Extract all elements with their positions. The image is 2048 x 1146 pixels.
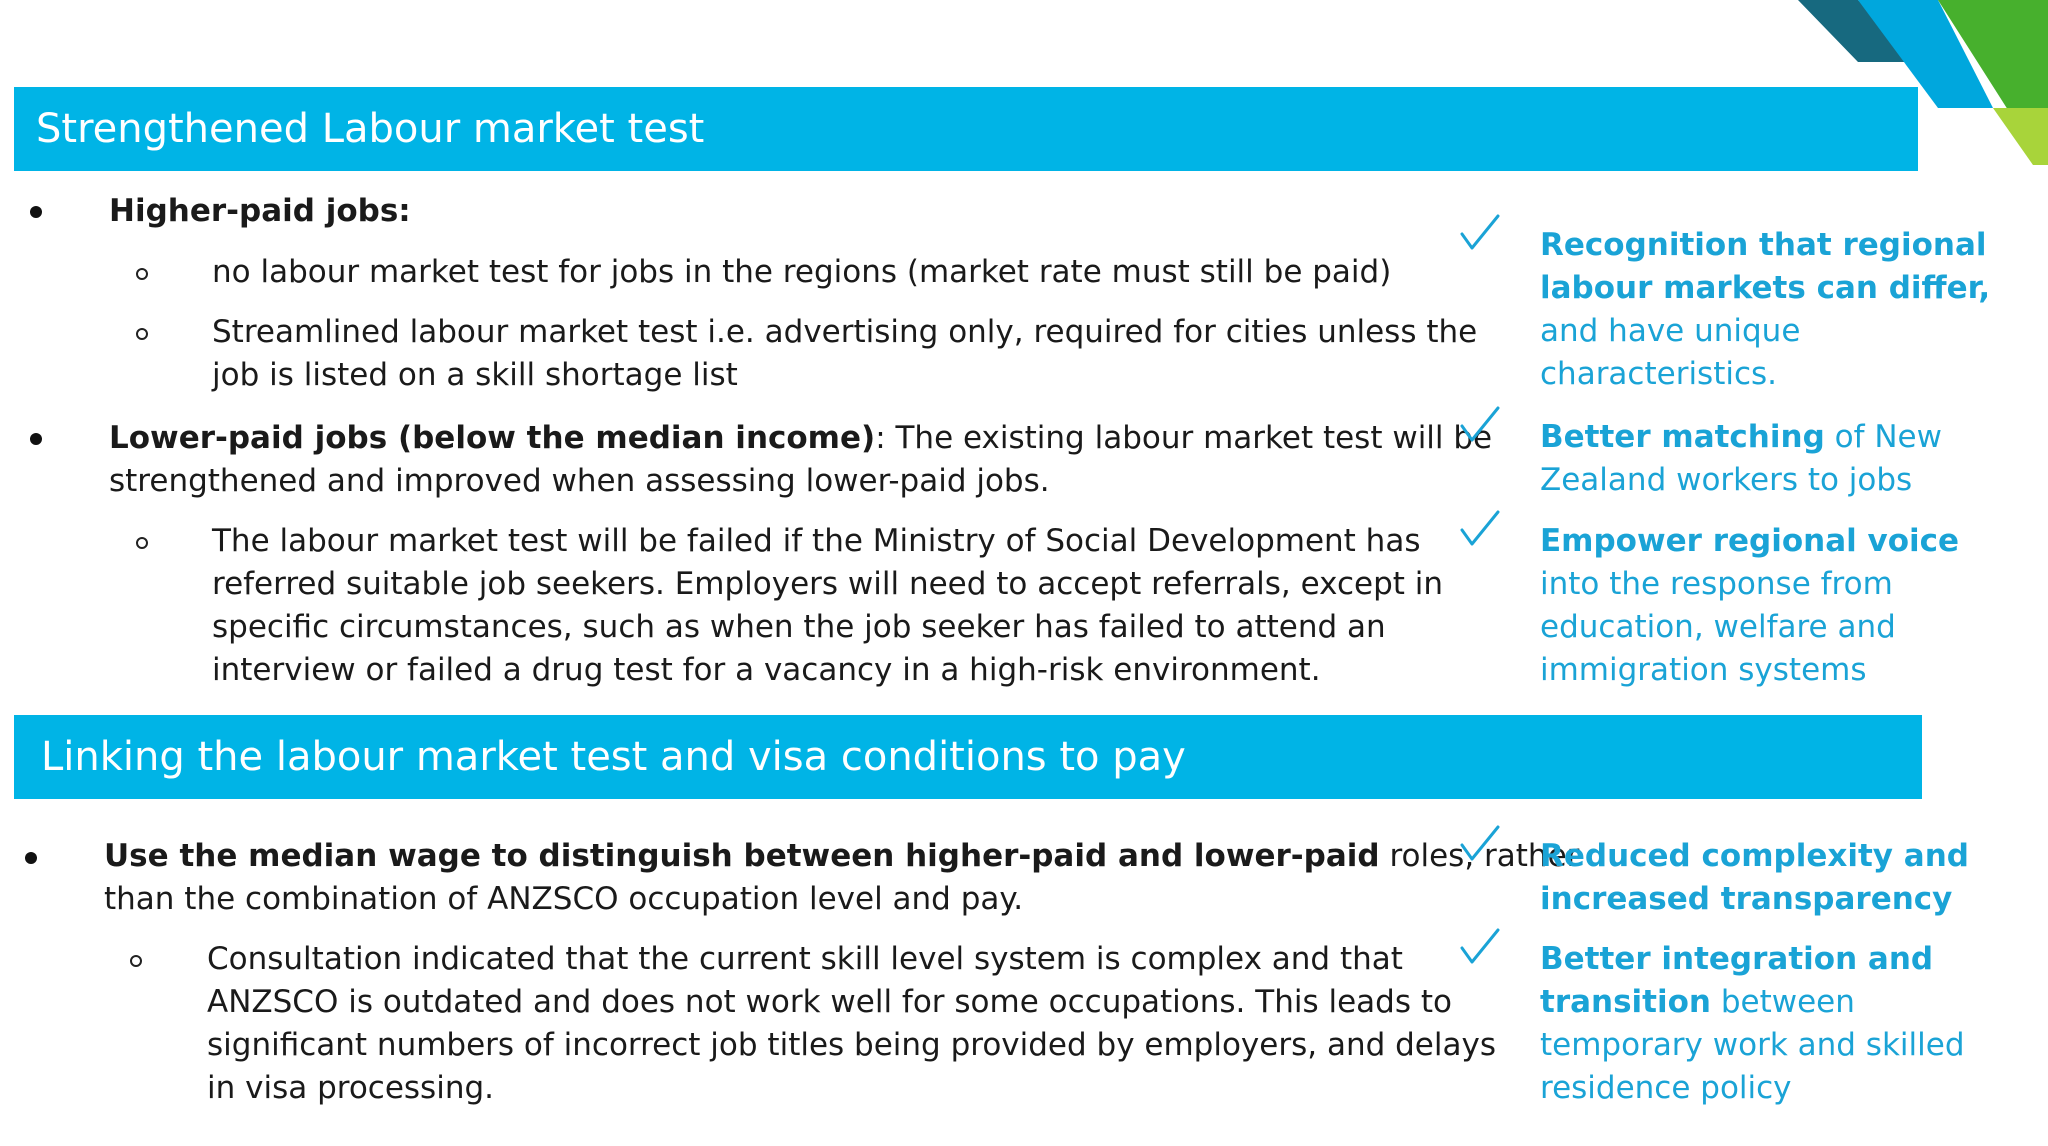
check-icon <box>1458 926 1502 970</box>
benefit3-line2: into the response from <box>1540 566 1893 602</box>
median-wage-heading: Use the median wage to distinguish between higher-paid and lower-paid <box>104 838 1380 874</box>
consultation-line1: Consultation indicated that the current skill level system is complex and that <box>207 941 1403 977</box>
benefit1-line2: labour markets can differ, <box>1540 270 1991 306</box>
benefit3-line3: education, welfare and <box>1540 609 1896 645</box>
benefit2-line1: Better matching of New <box>1540 419 1942 455</box>
higher-paid-sub2-line1: Streamlined labour market test i.e. advertising only, required for cities unless the <box>212 314 1478 350</box>
check-icon <box>1458 404 1502 448</box>
lower-paid-sub-line4: interview or failed a drug test for a vacancy in a high-risk environment. <box>212 652 1321 688</box>
median-wage-line1: Use the median wage to distinguish between higher-paid and lower-paid roles, rather <box>104 838 1580 874</box>
lower-paid-sub-line2: referred suitable job seekers. Employers will need to accept referrals, except in <box>212 566 1444 602</box>
lower-paid-heading: Lower-paid jobs (below the median income) <box>109 420 876 456</box>
sub-bullet-icon <box>136 268 148 280</box>
check-icon <box>1458 823 1502 867</box>
benefit5-line3: temporary work and skilled <box>1540 1027 1965 1063</box>
check-icon <box>1458 212 1502 256</box>
benefit1-line3: and have unique <box>1540 313 1801 349</box>
benefit5-line4: residence policy <box>1540 1070 1792 1106</box>
benefit5-line2: transition between <box>1540 984 1855 1020</box>
higher-paid-heading: Higher-paid jobs: <box>109 193 411 229</box>
bullet-icon <box>25 852 37 864</box>
benefit3-line1: Empower regional voice <box>1540 523 1960 559</box>
benefit1-line4: characteristics. <box>1540 356 1778 392</box>
benefit5-line1: Better integration and <box>1540 941 1934 977</box>
median-wage-line2: than the combination of ANZSCO occupation level and pay. <box>104 881 1024 917</box>
section-banner-strengthened-lmt <box>14 87 1918 171</box>
sub-bullet-icon <box>130 955 142 967</box>
higher-paid-sub2-line2: job is listed on a skill shortage list <box>212 357 738 393</box>
consultation-line2: ANZSCO is outdated and does not work well for some occupations. This leads to <box>207 984 1452 1020</box>
bullet-icon <box>30 206 42 218</box>
bullet-icon <box>30 433 42 445</box>
sub-bullet-icon <box>136 537 148 549</box>
lower-paid-text: : The existing labour market test will be <box>875 420 1493 456</box>
benefit4-line2: increased transparency <box>1540 881 1953 917</box>
section-banner-linking-pay <box>14 715 1922 799</box>
lower-paid-sub-line1: The labour market test will be failed if the Ministry of Social Development has <box>212 523 1421 559</box>
benefit3-line4: immigration systems <box>1540 652 1867 688</box>
section-title: Strengthened Labour market test <box>36 106 705 152</box>
sub-bullet-icon <box>136 328 148 340</box>
higher-paid-sub1: no labour market test for jobs in the regions (market rate must still be paid) <box>212 254 1392 290</box>
lower-paid-line2: strengthened and improved when assessing lower-paid jobs. <box>109 463 1050 499</box>
consultation-line4: in visa processing. <box>207 1070 494 1106</box>
lower-paid-sub-line3: specific circumstances, such as when the job seeker has failed to attend an <box>212 609 1386 645</box>
section-title: Linking the labour market test and visa conditions to pay <box>41 734 1186 780</box>
consultation-line3: significant numbers of incorrect job titles being provided by employers, and delays <box>207 1027 1496 1063</box>
benefit1-line1: Recognition that regional <box>1540 227 1987 263</box>
lower-paid-line1 <box>109 417 1492 460</box>
check-icon <box>1458 508 1502 552</box>
benefit4-line1: Reduced complexity and <box>1540 838 1969 874</box>
benefit2-line2: Zealand workers to jobs <box>1540 462 1913 498</box>
